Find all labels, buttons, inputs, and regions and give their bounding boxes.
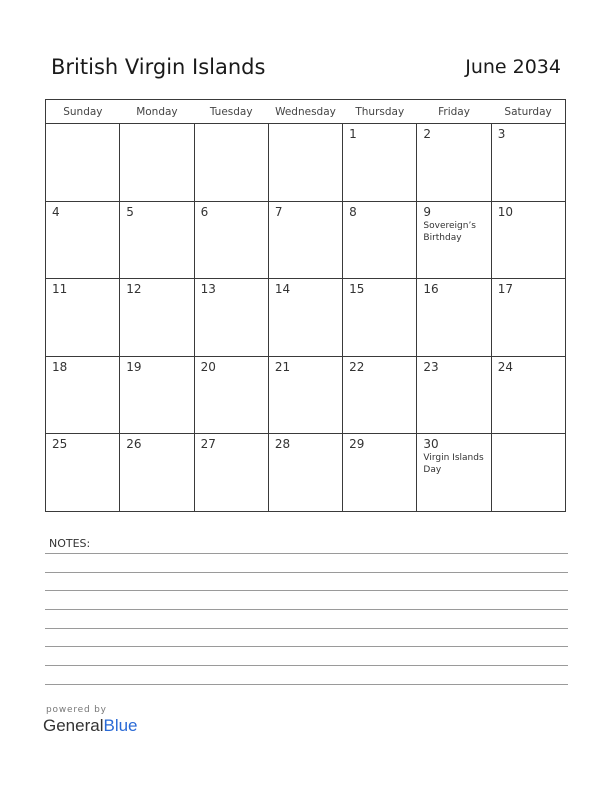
note-line [45,590,568,591]
day-number: 30 [423,437,439,452]
day-number: 18 [52,359,68,374]
empty-day-cell [120,124,194,202]
weekday-header: Sunday [46,100,120,124]
day-cell [268,434,342,512]
day-number: 25 [52,437,68,452]
weekday-header: Thursday [343,100,417,124]
day-number: 15 [349,282,365,297]
day-cell [417,434,491,512]
day-cell [417,201,491,279]
empty-day-cell [46,124,120,202]
day-cell [491,356,565,434]
brand-blue: Blue [103,716,138,735]
notes-label: NOTES: [49,537,91,550]
day-cell [491,201,565,279]
day-cell [194,201,268,279]
day-cell [343,124,417,202]
day-cell [417,279,491,357]
day-number: 28 [274,437,291,452]
day-cell [120,279,194,357]
weekday-header: Monday [120,100,194,124]
day-number: 2 [423,127,432,141]
weekday-header: Saturday [491,100,565,124]
day-number: 17 [497,282,513,297]
month-calendar-grid [45,99,566,512]
day-number: 1 [349,127,357,141]
day-number: 3 [497,127,506,141]
day-number: 22 [349,359,365,374]
day-number: 27 [200,437,216,452]
day-number: 5 [126,204,134,219]
empty-day-cell [268,124,342,202]
weekday-header-row [46,100,566,124]
month-label: June 2034 [465,56,561,78]
holiday-label: Sovereign’s Birthday [423,220,476,243]
note-line [45,609,568,610]
generalblue-logo[interactable] [43,716,138,736]
note-line [45,665,568,666]
note-line [45,628,568,629]
empty-day-cell [194,124,268,202]
weekday-header: Tuesday [194,100,268,124]
day-cell [194,279,268,357]
day-number: 7 [274,204,283,219]
day-number: 9 [423,204,432,219]
day-number: 13 [200,282,216,297]
day-cell [120,356,194,434]
day-number: 26 [126,437,142,452]
note-line [45,572,568,573]
day-cell [417,124,491,202]
day-number: 24 [497,359,513,374]
powered-by-text: powered by [46,705,107,715]
note-line [45,553,568,554]
day-cell [491,279,565,357]
day-number: 6 [200,204,209,219]
calendar-body [46,124,566,512]
day-cell [46,356,120,434]
day-cell [417,356,491,434]
day-number: 23 [423,359,439,374]
day-cell [268,356,342,434]
day-cell [46,201,120,279]
day-cell [343,201,417,279]
holiday-label: Virgin Islands Day [423,453,484,476]
week-row [46,279,566,357]
day-cell [46,279,120,357]
day-cell [343,434,417,512]
day-number: 14 [274,282,291,297]
weekday-header: Friday [417,100,491,124]
day-cell [343,279,417,357]
note-line [45,684,568,685]
day-number: 29 [349,437,365,452]
day-cell [491,124,565,202]
day-number: 20 [200,359,216,374]
brand-general: General [43,716,104,735]
day-cell [194,434,268,512]
week-row [46,124,566,202]
day-cell [268,279,342,357]
note-line [45,646,568,647]
day-cell [268,201,342,279]
day-cell [194,356,268,434]
day-number: 10 [497,204,513,219]
day-number: 11 [52,282,68,297]
day-cell [120,201,194,279]
day-cell [46,434,120,512]
calendar-title: British Virgin Islands [51,55,266,79]
day-number: 16 [423,282,439,297]
empty-day-cell [491,434,565,512]
day-cell [120,434,194,512]
week-row [46,356,566,434]
day-number: 19 [126,359,142,374]
day-number: 4 [52,204,60,219]
day-number: 8 [349,204,357,219]
day-cell [343,356,417,434]
day-number: 12 [126,282,142,297]
day-number: 21 [274,359,291,374]
week-row [46,434,566,512]
week-row [46,201,566,279]
weekday-header: Wednesday [268,100,342,124]
